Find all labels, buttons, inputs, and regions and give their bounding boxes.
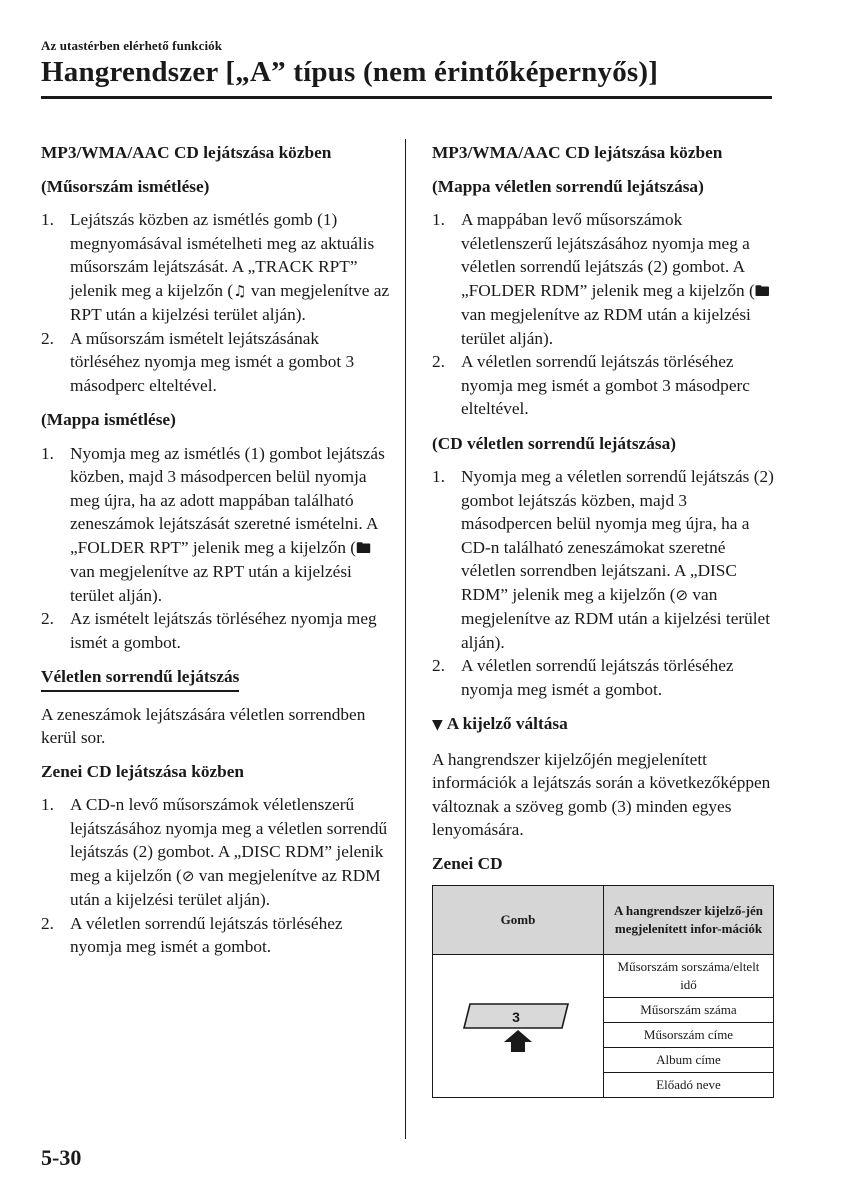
button-label: 3 [512,1008,520,1025]
subheading-folder-random: (Mappa véletlen sorrendű lejátszása) [432,176,704,196]
subheading-folder-repeat: (Mappa ismétlése) [41,410,176,429]
disc-random-icon: ⊘ [181,866,195,885]
step-text: van megjelenítve az RDM után a kijelzési terület alján). [461,305,751,348]
button-illustration-cell [433,955,604,1098]
step-number: 1. [41,443,54,463]
folder-random-steps [432,208,774,421]
page-title: Hangrendszer [„A” típus (nem érintőképernyős)] [41,56,659,88]
heading-mp3-cd: MP3/WMA/AAC CD lejátszása közben [432,143,723,162]
step-text: A véletlen sorrendű lejátszás törléséhez nyomja meg ismét a gombot 3 másodperc elteltével. [461,352,750,418]
right-column [432,141,774,1098]
heading-display-switch-text: A kijelző váltása [446,714,568,733]
list-item [41,912,393,959]
step-number: 2. [432,352,445,371]
disc-random-icon: ⊘ [675,585,689,604]
heading-random-play: Véletlen sorrendű lejátszás [41,665,239,692]
column-divider [405,139,406,1139]
step-text: Nyomja meg az ismétlés (1) gombot lejátszás közben, majd 3 másodpercen belül nyomja meg újra, ha az adott mappában található zeneszámok lejátszását szeretné ismételni. A „FOLDER RPT” jelenik meg a kijelzőn ( [70,443,385,557]
step-text: Nyomja meg a véletlen sorrendű lejátszás (2) gombot lejátszás közben, majd 3 másodpercen belül nyomja meg újra, ha a CD-n található zeneszámokat szeretné véletlen sorrendben lejátszani. A „DISC RDM” jelenik meg a kijelzőn ( [461,467,774,604]
list-item [432,350,774,421]
folder-icon: 🖿 [356,538,372,557]
audio-cd-random-steps [41,793,393,959]
list-item [41,208,393,327]
random-intro: A zeneszámok lejátszására véletlen sorrendben kerül sor. [41,704,366,747]
step-number: 1. [432,467,445,486]
list-item [41,607,393,654]
step-text: A CD-n levő műsorszámok véletlenszerű lejátszásához nyomja meg a véletlen sorrendű lejátszás (2) gombot. A „DISC RDM” jelenik meg a kijelzőn ( [70,795,388,885]
music-note-icon: ♫ [233,281,247,300]
step-number: 2. [41,913,54,933]
step-text: van megjelenítve az RPT után a kijelzési terület alján). [70,562,352,605]
text-button-3-icon [458,992,578,1056]
step-text: A véletlen sorrendű lejátszás törléséhez nyomja meg ismét a gombot. [70,913,343,956]
step-text: A műsorszám ismételt lejátszásának törléséhez nyomja meg ismét a gombot 3 másodperc elteltével. [70,328,355,395]
step-number: 2. [41,328,54,348]
step-text: van megjelenítve az RDM után a kijelzési terület alján). [70,865,381,909]
track-repeat-steps [41,208,393,397]
title-rule [41,96,772,99]
step-number: 1. [432,210,445,229]
step-number: 2. [41,609,54,628]
table-cell: Műsorszám címe [604,1023,774,1048]
subheading-cd-random: (CD véletlen sorrendű lejátszása) [432,433,676,453]
list-item [41,793,393,912]
cd-random-steps [432,465,774,701]
left-column [41,141,393,970]
step-text: A mappában levő műsorszámok véletlenszerű lejátszásához nyomja meg a véletlen sorrendű lejátszás (2) gombot. A „FOLDER RDM” jelenik meg a kijelzőn ( [461,210,755,300]
heading-mp3-cd: MP3/WMA/AAC CD lejátszása közben [41,143,332,162]
folder-repeat-steps [41,442,393,655]
folder-icon: 🖿 [754,281,770,300]
table-cell: Műsorszám száma [604,998,774,1023]
step-text: A véletlen sorrendű lejátszás törléséhez nyomja meg ismét a gombot. [461,656,734,699]
page-number: 5-30 [41,1145,82,1170]
heading-audio-cd: Zenei CD lejátszása közben [41,761,245,781]
table-header-row [433,886,774,955]
step-text: van megjelenítve az RPT után a kijelzési terület alján). [70,280,390,324]
table-cell: Műsorszám sorszáma/eltelt idő [604,955,774,998]
heading-display-switch [432,712,774,738]
list-item [41,327,393,398]
step-text: van megjelenítve az RDM után a kijelzési terület alján). [461,584,771,652]
col-header-button: Gomb [433,886,604,955]
table-cell: Előadó neve [604,1073,774,1098]
col-header-display: A hangrendszer kijelző-jén megjelenített infor-mációk [604,886,774,955]
step-number: 1. [41,210,54,229]
heading-zenei-cd: Zenei CD [432,853,503,873]
section-label: Az utastérben elérhető funkciók [41,38,223,53]
triangle-down-icon: ▼ [432,717,443,733]
step-number: 1. [41,795,54,814]
table-row [433,955,774,998]
list-item [432,465,774,654]
step-text: Az ismételt lejátszás törléséhez nyomja meg ismét a gombot. [70,609,377,652]
list-item [432,654,774,701]
table-cell: Album címe [604,1048,774,1073]
step-text: Lejátszás közben az ismétlés gomb (1) megnyomásával ismételheti meg az aktuális műsorszám lejátszását. A „TRACK RPT” jelenik meg a kijelzőn ( [70,210,375,300]
display-intro: A hangrendszer kijelzőjén megjelenített információk a lejátszás során a következőképpen változnak a szöveg gomb (3) minden egyes lenyomására. [432,749,771,839]
list-item [41,442,393,608]
list-item [432,208,774,350]
subheading-track-repeat: (Műsorszám ismétlése) [41,176,210,196]
display-info-table [432,885,774,1098]
step-number: 2. [432,656,445,675]
